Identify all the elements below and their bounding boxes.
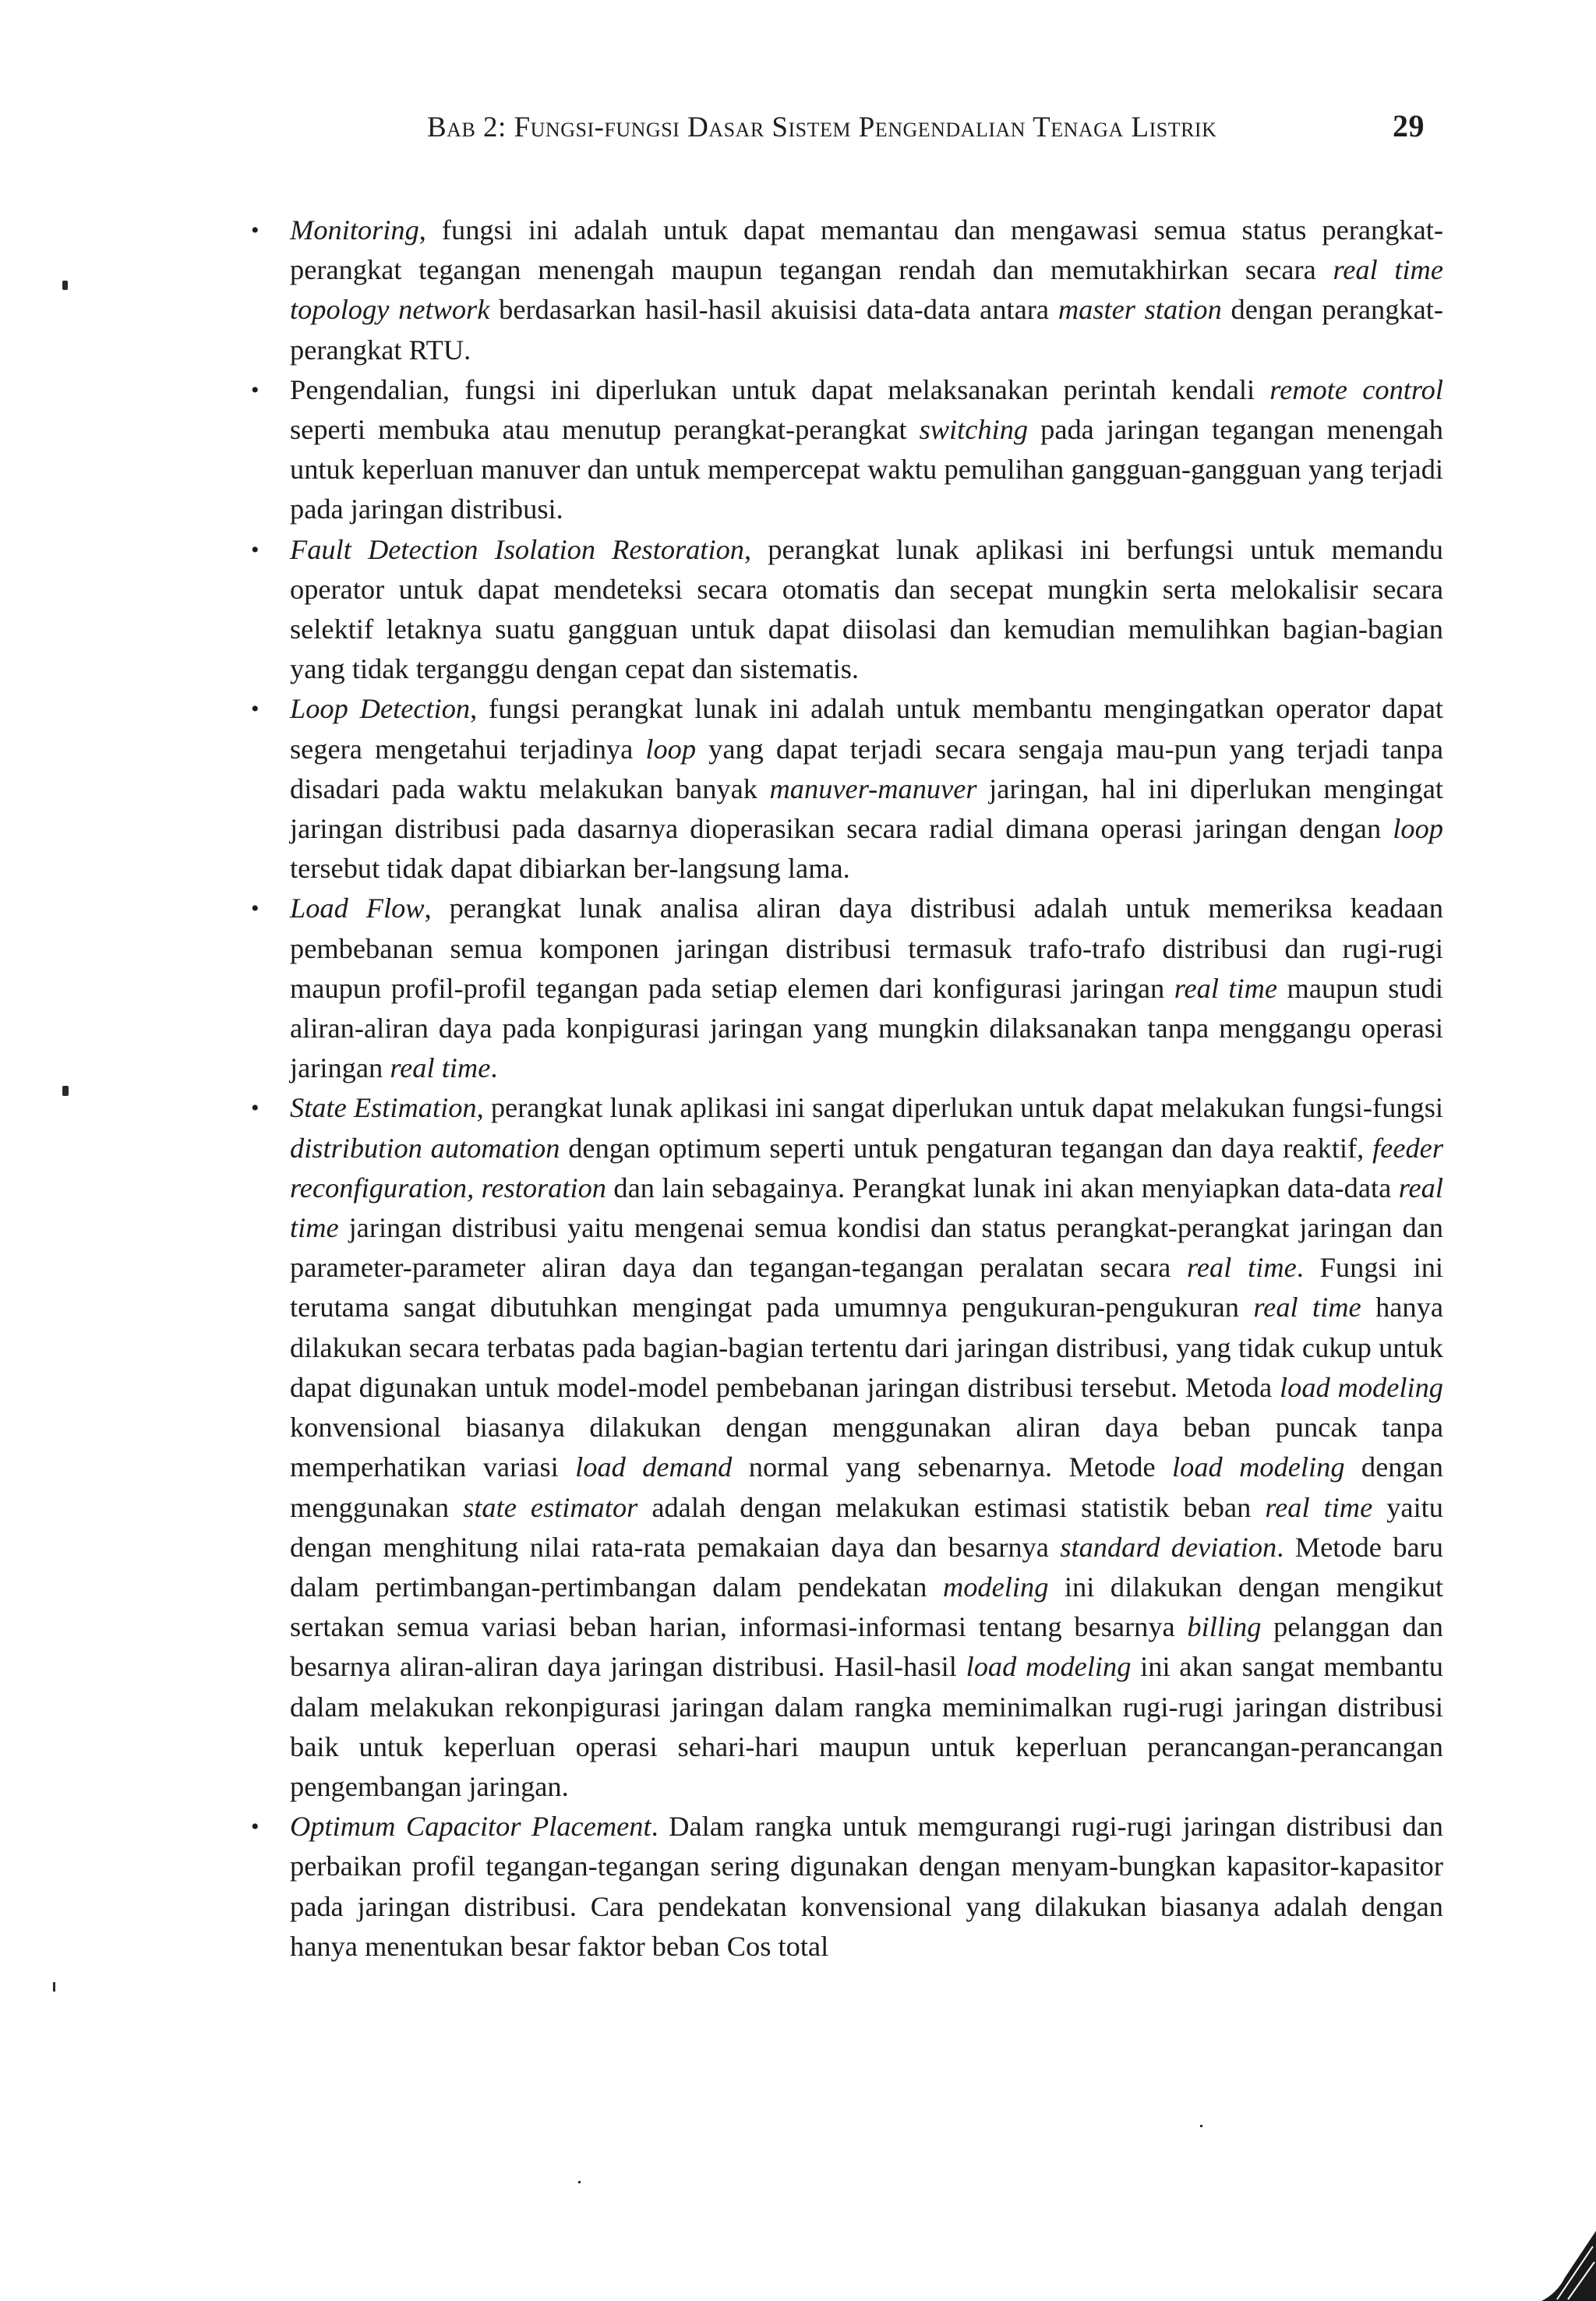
italic-term: distribution automation	[290, 1132, 560, 1164]
italic-term: real time	[290, 1172, 1443, 1244]
text-run: Pengendalian, fungsi ini diperlukan untuk dapat melaksanakan perintah kendali	[290, 373, 1270, 405]
bullet-item	[251, 1807, 1443, 1967]
scan-speck	[578, 2181, 581, 2183]
bullet-dot-icon: •	[251, 536, 260, 563]
text-run: berdasarkan hasil-hasil akuisisi data-data antara	[489, 294, 1058, 326]
bullet-dot-icon: •	[251, 376, 260, 403]
italic-term: Loop Detection	[290, 693, 471, 725]
italic-term: loop	[1393, 813, 1443, 845]
text-run: yaitu dengan menghitung nilai rata-rata pemakaian daya dan besarnya	[290, 1491, 1443, 1563]
bullet-dot-icon: •	[251, 217, 260, 243]
text-run: pelanggan dan besarnya aliran-aliran daya jaringan distribusi. Hasil-hasil	[290, 1611, 1443, 1683]
italic-term: real time	[1253, 1292, 1361, 1324]
bullet-item	[251, 689, 1443, 889]
italic-term: loop	[645, 733, 697, 765]
italic-term: real time topology network	[290, 254, 1443, 326]
italic-term: real time	[1187, 1252, 1297, 1284]
italic-term: Optimum Capacitor Placement	[290, 1811, 651, 1843]
text-run: maupun studi aliran-aliran daya pada konpigurasi jaringan yang mungkin dilaksanakan tanpa menggangu operasi jaringan	[290, 972, 1443, 1084]
bullet-item	[251, 889, 1443, 1088]
italic-term: remote control	[1269, 373, 1443, 405]
text-run: . Metode baru dalam pertimbangan-pertimbangan dalam pendekatan	[290, 1531, 1443, 1603]
italic-term: load modeling	[966, 1651, 1132, 1683]
text-run: dengan perangkat-perangkat RTU.	[290, 294, 1443, 366]
text-run: pada jaringan tegangan menengah untuk keperluan manuver dan untuk mempercepat waktu pemulihan gangguan-gangguan yang terjadi pada jaringan distribusi.	[290, 414, 1443, 525]
running-header	[427, 108, 1425, 154]
text-run: . Dalam rangka untuk memgurangi rugi-rugi jaringan distribusi dan perbaikan profil tegangan-tegangan sering digunakan dengan menyam-bungkan kapasitor-kapasitor pada jaringan distribusi. Cara pendekatan konvensional yang dilakukan biasanya adalah dengan hanya menentukan besar faktor beban Cos total	[290, 1811, 1443, 1962]
italic-term: Monitoring	[290, 214, 419, 246]
italic-term: load modeling	[1172, 1451, 1345, 1483]
text-run: .	[490, 1052, 498, 1084]
italic-term: state estimator	[463, 1491, 638, 1523]
bullet-dot-icon: •	[251, 1095, 260, 1122]
italic-term: State Estimation	[290, 1092, 477, 1124]
text-run: normal yang sebenarnya. Metode	[732, 1451, 1173, 1483]
bullet-item	[251, 1088, 1443, 1807]
text-run: dengan menggunakan	[290, 1451, 1443, 1523]
text-run: , perangkat lunak aplikasi ini berfungsi untuk memandu operator untuk dapat mendeteksi secara otomatis dan secepat mungkin serta melokalisir secara selektif letaknya suatu gangguan untuk dapat diisolasi dan kemudian memulihkan bagian-bagian yang tidak terganggu dengan cepat dan sistematis.	[290, 533, 1443, 685]
bullet-dot-icon: •	[251, 896, 260, 922]
bullet-item	[251, 210, 1443, 370]
italic-term: real time	[1265, 1491, 1373, 1523]
italic-term: Fault Detection Isolation Restoration	[290, 533, 744, 565]
text-run: . Fungsi ini terutama sangat dibutuhkan mengingat pada umumnya pengukuran-pengukuran	[290, 1252, 1443, 1324]
text-run: konvensional biasanya dilakukan dengan menggunakan aliran daya beban puncak tanpa memperhatikan variasi	[290, 1412, 1443, 1483]
italic-term: load demand	[575, 1451, 733, 1483]
italic-term: feeder reconfiguration, restoration	[290, 1132, 1443, 1204]
bullet-dot-icon: •	[251, 696, 260, 723]
text-run: ini dilakukan dengan mengikut sertakan semua variasi beban harian, informasi-informasi tentang besarnya	[290, 1571, 1443, 1643]
italic-term: load modeling	[1280, 1371, 1443, 1403]
text-run: , fungsi ini adalah untuk dapat memantau dan mengawasi semua status perangkat-perangkat tegangan menengah maupun tegangan rendah dan memutakhirkan secara	[290, 214, 1443, 286]
italic-term: manuver-manuver	[769, 772, 977, 804]
text-run: jaringan, hal ini diperlukan mengingat jaringan distribusi pada dasarnya dioperasikan secara radial dimana operasi jaringan dengan	[290, 772, 1443, 845]
italic-term: master station	[1058, 294, 1222, 326]
text-run: hanya dilakukan secara terbatas pada bagian-bagian tertentu dari jaringan distribusi, yang tidak cukup untuk dapat digunakan untuk model-model pembebanan jaringan distribusi tersebut. Metoda	[290, 1292, 1443, 1403]
text-run: adalah dengan melakukan estimasi statistik beban	[637, 1491, 1266, 1523]
text-run: dan lain sebagainya. Perangkat lunak ini akan menyiapkan data-data	[606, 1172, 1399, 1204]
italic-term: standard deviation	[1060, 1531, 1277, 1563]
bullet-dot-icon: •	[251, 1814, 260, 1840]
italic-term: real time	[1174, 972, 1278, 1004]
text-run: yang dapat terjadi secara sengaja mau-pun yang terjadi tanpa disadari pada waktu melakukan banyak	[290, 733, 1443, 804]
text-run: ini akan sangat membantu dalam melakukan rekonpigurasi jaringan dalam rangka meminimalkan rugi-rugi jaringan distribusi baik untuk keperluan operasi sehari-hari maupun untuk keperluan perancangan-perancangan pengembangan jaringan.	[290, 1651, 1443, 1802]
italic-term: modeling	[942, 1571, 1049, 1603]
page-number: 29	[1393, 108, 1425, 143]
body-text	[251, 210, 1443, 1967]
scan-speck	[53, 1982, 55, 1992]
scan-speck	[62, 1086, 69, 1096]
corner-scan-mark	[1541, 2231, 1596, 2301]
text-run: , perangkat lunak analisa aliran daya distribusi adalah untuk memeriksa keadaan pembebanan semua komponen jaringan distribusi termasuk trafo-trafo distribusi dan rugi-rugi maupun profil-profil tegangan pada setiap elemen dari konfigurasi jaringan	[290, 892, 1443, 1004]
text-run: seperti membuka atau menutup perangkat-perangkat	[290, 414, 920, 446]
text-run: , perangkat lunak aplikasi ini sangat diperlukan untuk dapat melakukan fungsi-fungsi	[476, 1092, 1443, 1124]
chapter-title: Bab 2: Fungsi-fungsi Dasar Sistem Pengendalian Tenaga Listrik	[427, 111, 1217, 143]
text-run: dengan optimum seperti untuk pengaturan tegangan dan daya reaktif,	[560, 1132, 1373, 1164]
bullet-item	[251, 370, 1443, 530]
italic-term: real time	[390, 1052, 491, 1084]
text-run: tersebut tidak dapat dibiarkan ber-langsung lama.	[290, 853, 850, 885]
italic-term: switching	[919, 414, 1029, 446]
bullet-item	[251, 530, 1443, 690]
text-run: jaringan distribusi yaitu mengenai semua kondisi dan status perangkat-perangkat jaringan dan parameter-parameter aliran daya dan tegangan-tegangan peralatan secara	[290, 1212, 1443, 1284]
text-run: , fungsi perangkat lunak ini adalah untuk membantu mengingatkan operator dapat segera mengetahui terjadinya	[290, 693, 1443, 765]
italic-term: Load Flow	[290, 892, 425, 924]
italic-term: billing	[1187, 1611, 1262, 1643]
scan-speck	[62, 281, 68, 290]
scan-speck	[1200, 2125, 1202, 2127]
